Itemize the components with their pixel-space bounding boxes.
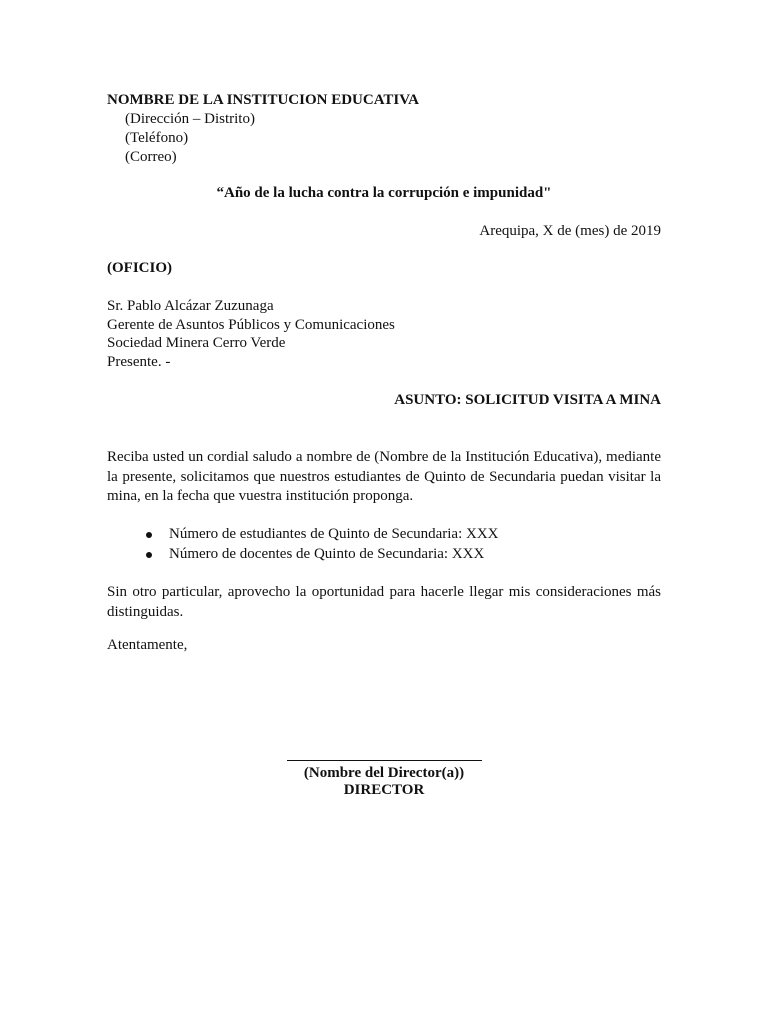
list-item	[107, 544, 661, 564]
list-item-text: Número de estudiantes de Quinto de Secundaria: XXX	[169, 526, 499, 542]
signatory-name: (Nombre del Director(a))	[303, 765, 465, 781]
list-item-text: Número de docentes de Quinto de Secundaria: XXX	[169, 546, 485, 562]
place-date: Arequipa, X de (mes) de 2019	[479, 223, 661, 239]
recipient-name: Sr. Pablo Alcázar Zuzunaga	[107, 298, 274, 314]
recipient-company: Sociedad Minera Cerro Verde	[107, 335, 286, 351]
list-item	[107, 524, 661, 544]
farewell: Atentamente,	[107, 637, 188, 653]
signatory-title: DIRECTOR	[343, 782, 425, 798]
details-list	[107, 524, 661, 564]
institution-address: (Dirección – Distrito)	[125, 111, 255, 127]
body-paragraph-1: Reciba usted un cordial saludo a nombre de (Nombre de la Institución Educativa), mediante la presente, solicitamos que nuestros estudiantes de Quinto de Secundaria puedan visitar la mina, en la fecha que vuestra institución proponga.	[107, 449, 661, 504]
institution-name: NOMBRE DE LA INSTITUCION EDUCATIVA	[107, 92, 420, 108]
institution-email: (Correo)	[125, 149, 177, 165]
signature-line	[287, 760, 482, 761]
recipient-position: Gerente de Asuntos Públicos y Comunicaciones	[107, 317, 395, 333]
year-motto: “Año de la lucha contra la corrupción e impunidad"	[216, 185, 552, 201]
institution-phone: (Teléfono)	[125, 130, 189, 146]
bullet-icon	[146, 552, 152, 558]
body-paragraph-2: Sin otro particular, aprovecho la oportunidad para hacerle llegar mis consideraciones más distinguidas.	[107, 584, 661, 620]
recipient-closing: Presente. -	[107, 354, 171, 370]
bullet-icon	[146, 532, 152, 538]
subject-line: ASUNTO: SOLICITUD VISITA A MINA	[394, 392, 661, 408]
document-type: (OFICIO)	[107, 260, 172, 276]
